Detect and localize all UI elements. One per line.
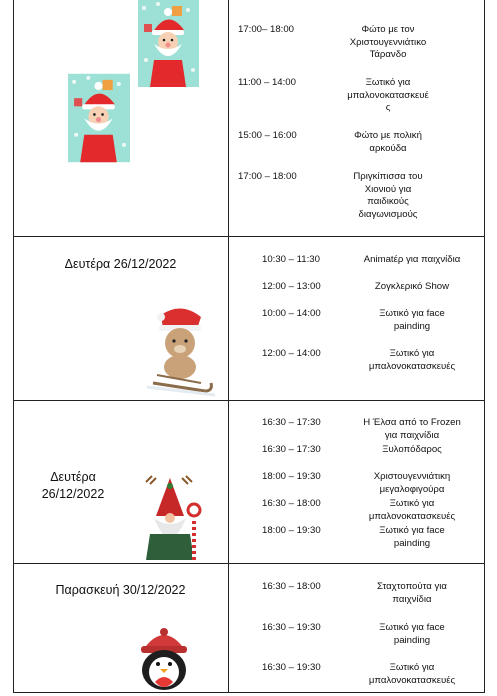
event-activity xyxy=(342,498,482,523)
event-time: 16:30 – 19:30 xyxy=(262,622,321,633)
event-activity-line: Ξωτικό για xyxy=(365,77,411,88)
day-label xyxy=(13,469,133,503)
event-time: 16:30 – 18:00 xyxy=(262,581,321,592)
event-activity xyxy=(326,171,450,221)
teddy-sled-icon xyxy=(143,305,217,397)
event-activity-line: Ξωτικό για xyxy=(389,662,435,673)
event-activity xyxy=(342,622,482,647)
event-activity xyxy=(326,24,450,62)
event-activity-line: μπαλονοκατασκευέ xyxy=(347,89,429,101)
event-time: 11:00 – 14:00 xyxy=(238,77,296,88)
event-activity-line: ς xyxy=(385,102,391,113)
event-time: 12:00 – 13:00 xyxy=(262,281,321,292)
event-activity xyxy=(342,281,482,294)
event-time: 16:30 – 17:30 xyxy=(262,444,321,455)
event-activity-line: painding xyxy=(393,537,431,549)
event-activity-line: αρκούδα xyxy=(369,142,407,154)
event-time: 18:00 – 19:30 xyxy=(262,471,321,482)
event-activity xyxy=(342,662,482,687)
event-time: 17:00 – 18:00 xyxy=(238,171,297,182)
event-activity xyxy=(342,254,482,267)
day-label-line: Δευτέρα xyxy=(50,470,96,484)
event-activity xyxy=(342,348,482,373)
event-activity-line: painding xyxy=(393,634,431,646)
event-time: 16:30 – 19:30 xyxy=(262,662,321,673)
day-label: Παρασκευή 30/12/2022 xyxy=(55,583,186,597)
event-activity xyxy=(342,417,482,442)
event-activity-line: Η Έλσα από το Frozen xyxy=(363,417,461,428)
event-activity-line: Τάρανδο xyxy=(369,49,407,60)
event-activity-line: Πριγκίπισσα του xyxy=(353,171,423,182)
event-activity-line: μπαλονοκατασκευές xyxy=(368,360,456,372)
event-activity-line: Ξωτικό για xyxy=(389,348,435,359)
event-activity xyxy=(342,308,482,333)
event-activity xyxy=(342,471,482,496)
event-activity-line: Ξωτικό για face xyxy=(379,622,445,633)
event-activity-line: Ζογκλερικό Show xyxy=(374,281,450,292)
event-activity-line: Σταχτοπούτα για xyxy=(377,581,447,592)
event-activity-line: Χριστουγεννιάτικη xyxy=(373,471,451,482)
table-right-border xyxy=(484,0,485,693)
event-activity-line: Ξωτικό για face xyxy=(379,525,445,536)
row-divider-1 xyxy=(13,236,485,237)
event-activity-line: Φώτο με τον xyxy=(361,24,415,35)
event-activity xyxy=(326,77,450,115)
event-activity-line: παιδικούς xyxy=(367,196,409,207)
event-time: 18:00 – 19:30 xyxy=(262,525,321,536)
event-time: 15:00 – 16:00 xyxy=(238,130,297,141)
event-activity xyxy=(342,581,482,606)
event-activity-line: Ξυλοπόδαρος xyxy=(382,444,442,455)
event-activity-line: Ξωτικό για xyxy=(389,498,435,509)
day-label: Δευτέρα 26/12/2022 xyxy=(64,257,177,271)
event-time: 12:00 – 14:00 xyxy=(262,348,321,359)
event-activity-line: μπαλονοκατασκευές xyxy=(368,510,456,522)
row-divider-3 xyxy=(13,563,485,564)
event-activity-line: παιχνίδια xyxy=(392,593,432,605)
santa-card-icon xyxy=(138,0,199,87)
event-activity-line: μπαλονοκατασκευές xyxy=(368,674,456,686)
event-activity-line: Animatέρ για παιχνίδια xyxy=(363,254,461,265)
event-activity-line: διαγωνισμούς xyxy=(358,208,418,220)
row-divider-2 xyxy=(13,400,485,401)
event-time: 16:30 – 18:00 xyxy=(262,498,321,509)
day-label-line: 26/12/2022 xyxy=(41,487,105,501)
penguin-icon xyxy=(135,624,193,692)
event-activity-line: για παιχνίδια xyxy=(384,429,440,441)
event-time: 16:30 – 17:30 xyxy=(262,417,321,428)
event-activity xyxy=(326,130,450,155)
event-activity xyxy=(342,525,482,550)
event-time: 10:00 – 14:00 xyxy=(262,308,321,319)
event-activity-line: μεγαλοφιγούρα xyxy=(379,483,445,495)
event-activity-line: Φώτο με πολική xyxy=(354,130,422,141)
event-time: 10:30 – 11:30 xyxy=(262,254,320,265)
event-time: 17:00– 18:00 xyxy=(238,24,295,35)
table-column-divider xyxy=(228,0,229,693)
event-activity-line: Ξωτικό για face xyxy=(379,308,445,319)
santa-card-icon xyxy=(68,73,130,163)
event-activity xyxy=(342,444,482,457)
event-activity-line: Χιονιού για xyxy=(364,183,412,195)
table-bottom-border xyxy=(13,692,485,693)
gnome-icon xyxy=(136,474,204,562)
event-activity-line: painding xyxy=(393,320,431,332)
event-activity-line: Χριστουγεννιάτικο xyxy=(349,36,427,48)
